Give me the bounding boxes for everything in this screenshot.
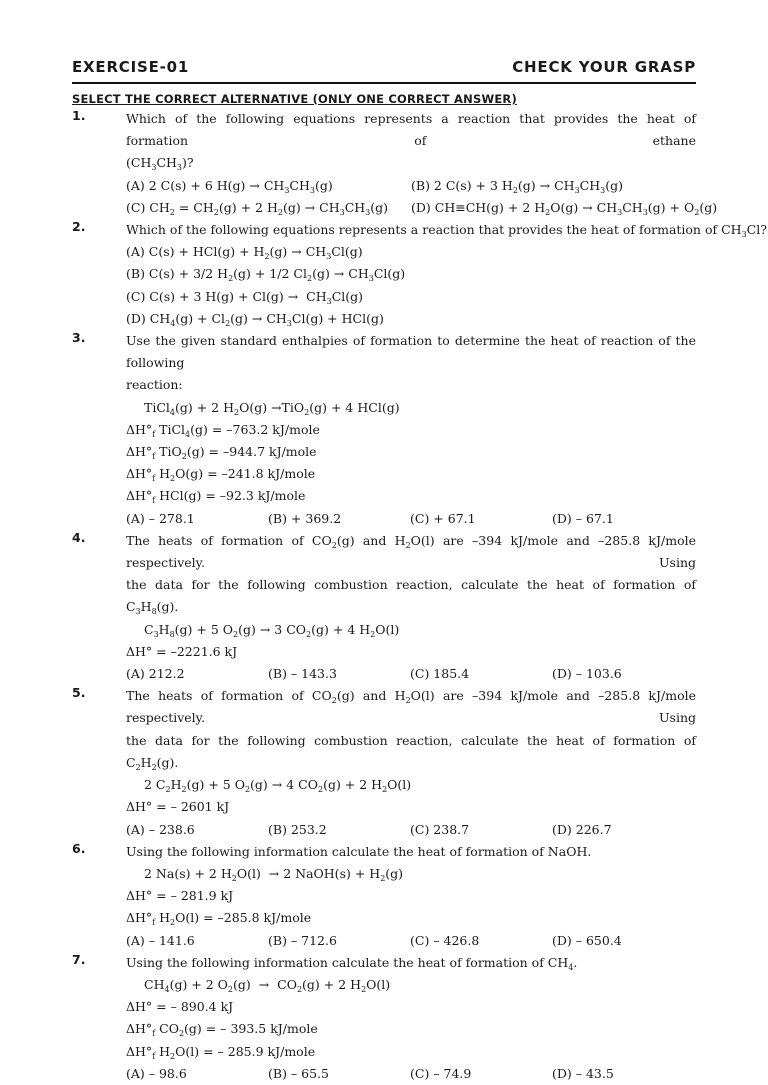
option-c[interactable]: (C) + 67.1 [410, 510, 476, 526]
reaction-equation: $CH_4(g) + 2$ $O_2(g) \to CO_2(g) + 2$ $H_2O(l)$ [144, 976, 391, 994]
enthalpy-data: $\Delta H^\circ_f$ HCl(g) = –92.3 kJ/mole [126, 488, 306, 506]
option-c[interactable]: (C) 185.4 [410, 666, 470, 682]
question-6 [72, 841, 696, 952]
option-d[interactable]: (D) 226.7 [552, 821, 612, 837]
option-d[interactable]: (D) $CH_4(g) + Cl_2(g) \to CH_3Cl(g) + HCl(g)$ [126, 310, 384, 328]
question-number: 7. [72, 951, 86, 967]
option-c[interactable]: (C) – 74.9 [410, 1065, 472, 1081]
question-number: 6. [72, 840, 86, 856]
reaction-equation: 2 $C_2H_2(g) + 5$ $O_2(g) \to 4$ $CO_2(g) + 2$ $H_2O(l)$ [144, 777, 412, 795]
exercise-title: EXERCISE-01 [72, 58, 190, 76]
option-a[interactable]: (A) – 278.1 [126, 510, 195, 526]
enthalpy-data: $\Delta H^\circ_f$ $CO_2(g)$ = – 393.5 kJ/mole [126, 1021, 318, 1039]
option-b[interactable]: (B) + 369.2 [268, 510, 342, 526]
options [126, 508, 696, 530]
exercise-page [72, 54, 767, 1085]
option-c[interactable]: (C) – 426.8 [410, 932, 480, 948]
question-4 [72, 530, 696, 685]
enthalpy-data: $\Delta H^\circ_f$ TiO$_2$(g) = –944.7 kJ/mole [126, 444, 317, 462]
option-d[interactable]: (D) – 103.6 [552, 666, 622, 682]
question-5 [72, 685, 696, 840]
option-b[interactable]: (B) 253.2 [268, 821, 327, 837]
options [126, 930, 696, 952]
reaction-equation: 2 Na(s) + 2 $H_2O(l) \to 2$ NaOH(s) + $H_2(g)$ [144, 865, 404, 883]
instruction-heading: SELECT THE CORRECT ALTERNATIVE (ONLY ONE CORRECT ANSWER) [72, 92, 517, 106]
question-text: Which of the following equations represents a reaction that provides the heat of formation of $CH_3Cl$? [126, 222, 767, 240]
question-number: 5. [72, 685, 86, 701]
question-text: The heats of formation of $CO_2(g)$ and $H_2O(l)$ are –394 kJ/mole and –285.8 kJ/mole respectively. Using [126, 688, 697, 726]
option-a[interactable]: (A) – 98.6 [126, 1065, 187, 1081]
reaction-equation: TiCl$_4$(g) + 2 $H_2O(g) \to TiO_2(g) + 4$ HCl(g) [144, 399, 400, 417]
options [126, 819, 696, 841]
enthalpy-data: $\Delta H^\circ_f$ $H_2O(g) = -241.8$ kJ/mole [126, 466, 316, 484]
question-1 [72, 108, 718, 219]
option-d[interactable]: (D) CH≡CH(g) + 2 $H_2O(g) \to CH_3CH_3(g) + O_2(g)$ [411, 199, 718, 217]
option-b[interactable]: (B) C(s) + 3/2 $H_2(g) + 1/2$ $Cl_2(g) \to CH_3Cl(g)$ [126, 266, 406, 284]
option-a[interactable]: (A) 212.2 [126, 666, 185, 682]
option-b[interactable]: (B) – 712.6 [268, 932, 337, 948]
question-3 [72, 330, 696, 530]
question-number: 3. [72, 330, 86, 346]
question-number: 1. [72, 108, 86, 123]
enthalpy-data: $\Delta H^\circ_f$ $H_2O(l)$ = – 285.9 kJ/mole [126, 1043, 316, 1061]
option-b[interactable]: (B) – 143.3 [268, 666, 337, 682]
reaction-equation: $C_3H_8(g) + 5$ $O_2(g) \to 3$ $CO_2(g) + 4$ $H_2O(l)$ [144, 621, 400, 639]
option-b[interactable]: (B) – 65.5 [268, 1065, 329, 1081]
enthalpy-data: $\Delta H^\circ_f$ $H_2O(l) = -285.8$ kJ/mole [126, 910, 312, 928]
question-text: $(CH_3CH_3)$? [126, 155, 194, 173]
question-7 [72, 952, 696, 1085]
option-c[interactable]: (C) 238.7 [410, 821, 470, 837]
option-b[interactable]: (B) 2 C(s) + 3 $H_2(g) \to CH_3CH_3(g)$ [411, 177, 623, 195]
header-rule [72, 82, 696, 84]
option-c[interactable]: (C) $CH_2 = CH_2(g) + 2$ $H_2(g) \to CH_3CH_3(g)$ [126, 199, 389, 217]
option-a[interactable]: (A) – 238.6 [126, 821, 195, 837]
question-text: Use the given standard enthalpies of formation to determine the heat of reaction of the following [126, 333, 696, 371]
question-text: reaction: [126, 377, 183, 393]
option-a[interactable]: (A) – 141.6 [126, 932, 195, 948]
question-2 [72, 219, 767, 330]
section-title: CHECK YOUR GRASP [512, 58, 696, 76]
question-number: 4. [72, 529, 86, 545]
question-text: Using the following information calculate the heat of formation of $CH_4$. [126, 954, 578, 972]
question-number: 2. [72, 219, 86, 235]
options [126, 1063, 696, 1085]
question-text: the data for the following combustion reaction, calculate the heat of formation of $C_3H_8(g)$. [126, 577, 696, 617]
option-d[interactable]: (D) – 67.1 [552, 510, 614, 526]
option-c[interactable]: (C) C(s) + 3 $H(g) + Cl(g) \to CH_3Cl(g)$ [126, 288, 364, 306]
option-a[interactable]: (A) $C(s) + HCl(g) + H_2(g) \to CH_3Cl(g)$ [126, 244, 363, 262]
enthalpy-data: ΔH° = – 281.9 kJ [126, 888, 234, 904]
option-d[interactable]: (D) – 43.5 [552, 1065, 614, 1081]
page-header [72, 54, 696, 76]
question-text: the data for the following combustion reaction, calculate the heat of formation of $C_2H_2(g)$. [126, 732, 696, 772]
enthalpy-data: ΔH° = – 2601 kJ [126, 799, 230, 815]
question-text: Which of the following equations represents a reaction that provides the heat of formation of ethane [126, 111, 696, 149]
option-a[interactable]: (A) 2 C(s) + 6 $H(g) \to CH_3CH_3(g)$ [126, 177, 333, 195]
question-text: The heats of formation of $CO_2(g)$ and $H_2O(l)$ are –394 kJ/mole and –285.8 kJ/mole respectively. Using [126, 532, 697, 571]
enthalpy-data: ΔH° = – 890.4 kJ [126, 999, 234, 1015]
options [126, 663, 696, 685]
enthalpy-data: $\Delta H^\circ_f$ TiCl$_4$(g) = –763.2 kJ/mole [126, 421, 320, 439]
enthalpy-data: ΔH° = –2221.6 kJ [126, 643, 238, 659]
option-d[interactable]: (D) – 650.4 [552, 932, 622, 948]
options [126, 175, 718, 219]
question-text: Using the following information calculate the heat of formation of NaOH. [126, 843, 592, 859]
